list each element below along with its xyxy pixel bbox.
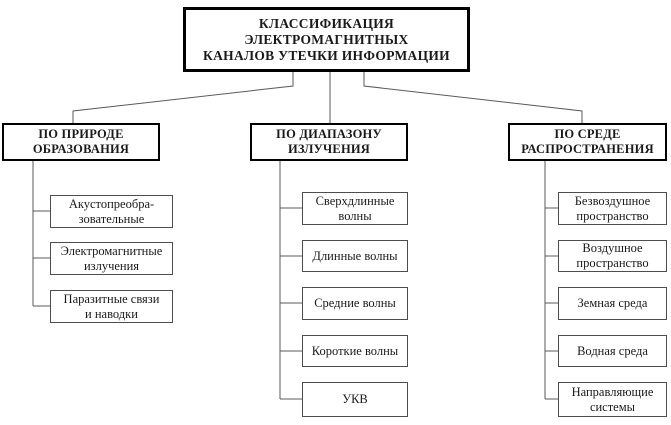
child-line: Паразитные связи — [63, 291, 160, 306]
child-line: пространство — [576, 256, 649, 270]
header-line: ПО ДИАПАЗОНУ — [276, 127, 382, 141]
child-line: Водная среда — [577, 343, 648, 358]
child-box-short-waves — [302, 335, 408, 367]
child-line: Безвоздушное — [574, 193, 651, 208]
branch-header-by-medium — [508, 123, 667, 161]
child-box-earth-medium — [558, 287, 667, 320]
title-line: КЛАССИФИКАЦИЯ — [258, 15, 395, 31]
child-line: зовательные — [78, 211, 145, 226]
header-line: ПО СРЕДЕ — [554, 127, 621, 141]
child-box-parasitic-couplings — [50, 290, 173, 323]
child-box-air-space — [558, 240, 667, 272]
child-line: Воздушное — [582, 241, 643, 255]
header-line: ПО ПРИРОДЕ — [38, 127, 124, 141]
header-line: РАСПРОСТРАНЕНИЯ — [521, 142, 654, 156]
child-line: системы — [589, 399, 636, 414]
child-line: Электромагнитные — [60, 243, 163, 258]
connector-title-to-nature — [73, 72, 293, 123]
branch-header-by-band — [250, 123, 408, 161]
child-line: излучения — [83, 258, 140, 273]
child-line: Направляющие — [571, 384, 654, 399]
title-line: ЭЛЕКТРОМАГНИТНЫХ — [244, 31, 409, 47]
child-line: Длинные волны — [312, 248, 398, 263]
child-box-ukv — [302, 382, 408, 417]
child-line: Акустопреобра- — [68, 196, 155, 211]
child-line: и наводки — [85, 306, 138, 321]
child-line: Земная среда — [577, 296, 648, 310]
child-line: волны — [338, 208, 372, 223]
child-line: УКВ — [342, 392, 368, 406]
header-line: ОБРАЗОВАНИЯ — [32, 142, 130, 156]
child-box-em-emissions — [50, 242, 173, 275]
child-line: Средние волны — [314, 296, 396, 310]
child-box-acoustic-transducer — [50, 195, 173, 228]
connector-title-to-medium — [364, 72, 582, 123]
child-box-superlong-waves — [302, 192, 408, 225]
child-line: пространство — [576, 208, 649, 223]
child-line: Сверхдлинные — [315, 193, 395, 208]
header-line: ИЗЛУЧЕНИЯ — [287, 142, 371, 156]
diagram-title-box — [183, 7, 470, 72]
child-box-airless-space — [558, 192, 667, 225]
title-line: КАНАЛОВ УТЕЧКИ ИНФОРМАЦИИ — [203, 47, 450, 63]
child-box-guiding-systems — [558, 382, 667, 417]
child-box-long-waves — [302, 240, 408, 272]
child-box-water-medium — [558, 335, 667, 367]
child-line: Короткие волны — [311, 343, 399, 358]
branch-header-by-nature — [2, 123, 160, 161]
child-box-medium-waves — [302, 287, 408, 320]
